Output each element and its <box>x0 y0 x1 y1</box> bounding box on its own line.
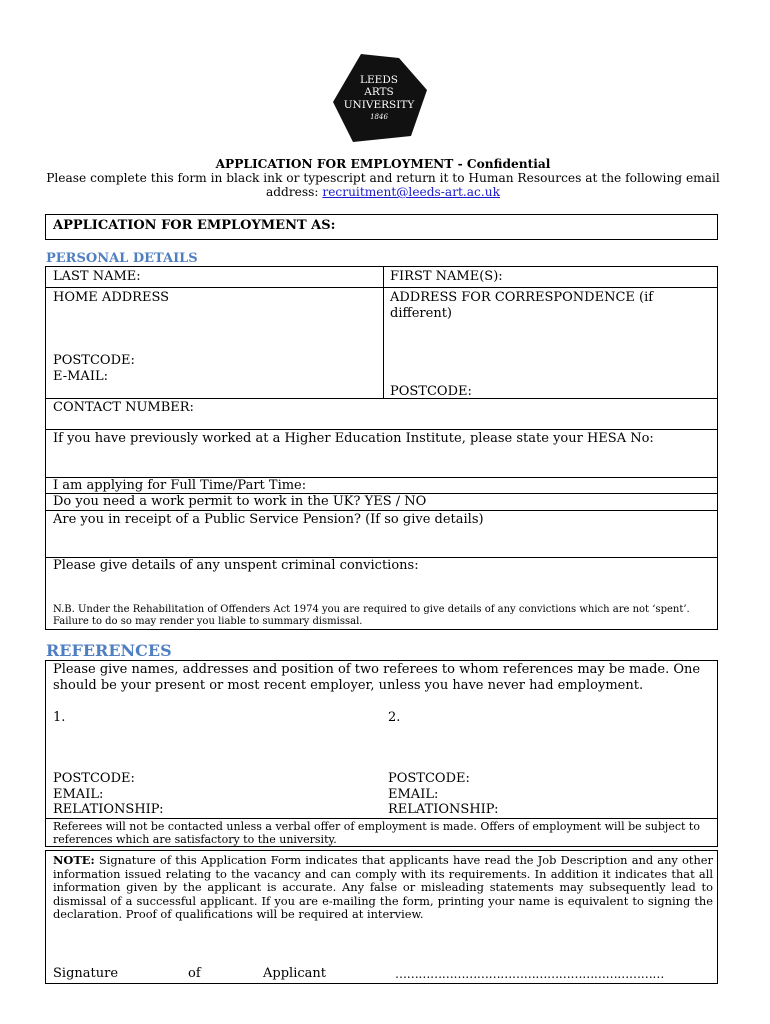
svg-text:ARTS: ARTS <box>364 86 394 98</box>
note-label: NOTE: <box>53 853 95 867</box>
personal-details-table <box>45 266 718 630</box>
last-name-field[interactable]: LAST NAME: <box>53 269 141 284</box>
declaration-box <box>45 850 718 984</box>
referee-1-number: 1. <box>53 710 66 725</box>
references-heading: REFERENCES <box>46 641 172 660</box>
convictions-field[interactable]: Please give details of any unspent criminal convictions: <box>53 558 419 573</box>
position-label: APPLICATION FOR EMPLOYMENT AS: <box>53 218 336 233</box>
referee-1-email[interactable]: EMAIL: <box>53 787 104 802</box>
referee-contact-note: Referees will not be contacted unless a verbal offer of employment is made. Offers of employment will be subject to references which are satisfactory to the university. <box>53 820 700 846</box>
rehabilitation-note: N.B. Under the Rehabilitation of Offenders Act 1974 you are required to give details of any convictions which are not ‘spent’. Failure to do so may render you liable to summary dismissal. <box>53 604 690 627</box>
referee-2-number: 2. <box>388 710 401 725</box>
work-permit-field[interactable]: Do you need a work permit to work in the UK? YES / NO <box>53 494 427 509</box>
applicant-word: Applicant <box>263 966 326 981</box>
full-part-time-field[interactable]: I am applying for Full Time/Part Time: <box>53 478 307 493</box>
position-box[interactable] <box>45 214 718 240</box>
university-logo <box>331 52 429 144</box>
contact-number-field[interactable]: CONTACT NUMBER: <box>53 400 194 415</box>
references-table <box>45 660 718 847</box>
note-text: Signature of this Application Form indicates that applicants have read the Job Description and any other information issued relating to the vacancy and can comply with its requirements. In addition it indicates that all information given by the applicant is accurate. Any false or misleading statements may subsequently lead to dismissal of a successful applicant. If you are e-mailing the form, printing your name is equivalent to signing the declaration. Proof of qualifications will be required at interview. <box>53 853 713 922</box>
referee-2-email[interactable]: EMAIL: <box>388 787 439 802</box>
first-names-field[interactable]: FIRST NAME(S): <box>390 269 503 284</box>
svg-text:UNIVERSITY: UNIVERSITY <box>343 99 415 111</box>
instruction-text: Please complete this form in black ink or typescript and return it to Human Resources at the following email address: <box>46 171 720 199</box>
declaration-note <box>53 854 713 922</box>
home-postcode-field[interactable]: POSTCODE: <box>53 353 135 368</box>
pension-field[interactable]: Are you in receipt of a Public Service Pension? (If so give details) <box>53 512 484 527</box>
email-field[interactable]: E-MAIL: <box>53 369 108 384</box>
home-address-field[interactable]: HOME ADDRESS <box>53 290 170 305</box>
referee-2-postcode[interactable]: POSTCODE: <box>388 771 470 786</box>
svg-text:1846: 1846 <box>370 113 388 121</box>
references-intro: Please give names, addresses and position of two referees to whom references may be made. One should be your present or most recent employer, unless you have never had employment. <box>53 662 701 693</box>
form-title: APPLICATION FOR EMPLOYMENT - Confidential <box>215 157 551 171</box>
recruitment-email-link[interactable]: recruitment@leeds-art.ac.uk <box>322 185 500 199</box>
form-instruction <box>45 171 721 199</box>
logo-badge-icon <box>331 52 429 144</box>
personal-details-heading: PERSONAL DETAILS <box>46 251 198 266</box>
of-word: of <box>188 966 201 981</box>
form-header <box>45 157 721 199</box>
referee-2-relationship[interactable]: RELATIONSHIP: <box>388 802 499 817</box>
hesa-number-field[interactable]: If you have previously worked at a Higher Education Institute, please state your HESA No: <box>53 431 654 446</box>
correspondence-address-field[interactable]: ADDRESS FOR CORRESPONDENCE (if different) <box>390 290 654 321</box>
signature-line[interactable]: …………………………………………………………… <box>395 967 665 981</box>
correspondence-postcode-field[interactable]: POSTCODE: <box>390 384 472 399</box>
referee-1-postcode[interactable]: POSTCODE: <box>53 771 135 786</box>
svg-text:LEEDS: LEEDS <box>360 74 398 86</box>
signature-word: Signature <box>53 966 119 981</box>
referee-1-relationship[interactable]: RELATIONSHIP: <box>53 802 164 817</box>
